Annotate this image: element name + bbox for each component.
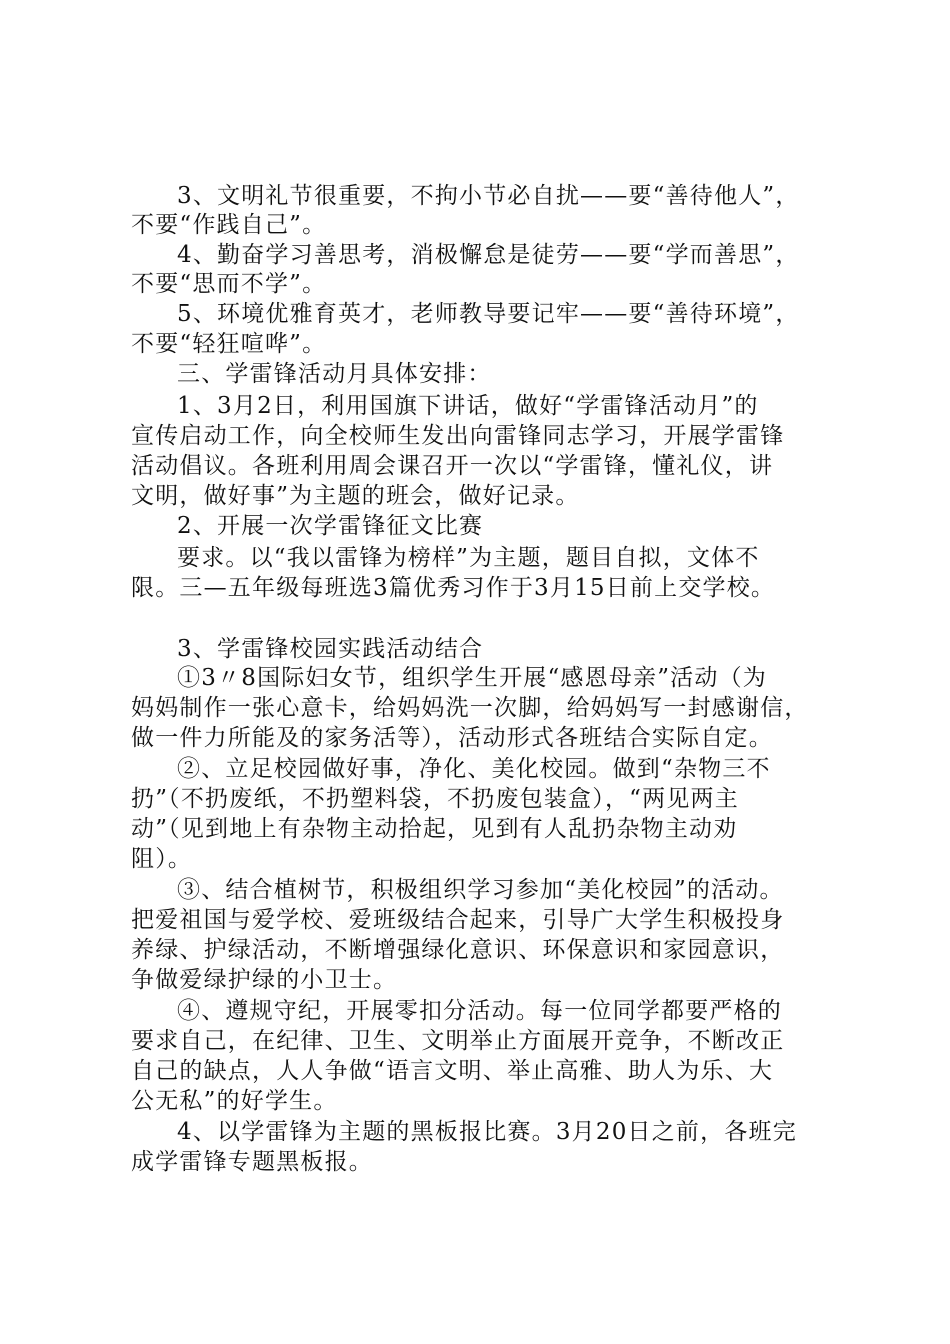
text-line: 公无私”的好学生。 xyxy=(131,1088,338,1114)
text-line: 自己的缺点，人人争做“语言文明、举止高雅、助人为乐、大 xyxy=(131,1058,774,1084)
text-line: 不要“轻狂喧哗”。 xyxy=(131,331,327,357)
text-line: 要求自己，在纪律、卫生、文明举止方面展开竞争，不断改正 xyxy=(131,1028,785,1054)
text-line: 养绿、护绿活动，不断增强绿化意识、环保意识和家园意识， xyxy=(131,937,785,963)
text-line: 不要“思而不学”。 xyxy=(131,271,327,297)
text-line: 宣传启动工作，向全校师生发出向雷锋同志学习，开展学雷锋 xyxy=(131,423,785,449)
text-line: ③、结合植树节，积极组织学习参加“美化校园”的活动。 xyxy=(177,877,784,903)
text-line: 1、3月2日，利用国旗下讲话，做好“学雷锋活动月”的 xyxy=(177,393,759,419)
text-line: 3、文明礼节很重要，不拘小节必自扰——要“善待他人”， xyxy=(177,183,800,209)
text-line: 2、开展一次学雷锋征文比赛 xyxy=(177,513,484,539)
text-line: ①3〃8国际妇女节，组织学生开展“感恩母亲”活动（为 xyxy=(177,665,767,691)
section-heading: 三、学雷锋活动月具体安排： xyxy=(177,361,492,387)
text-line: 4、勤奋学习善思考，消极懈怠是徒劳——要“学而善思”， xyxy=(177,242,800,268)
text-line: 不要“作践自己”。 xyxy=(131,212,327,238)
text-line: ②、立足校园做好事，净化、美化校园。做到“杂物三不 xyxy=(177,756,771,782)
text-line: 妈妈制作一张心意卡，给妈妈洗一次脚，给妈妈写一封感谢信， xyxy=(131,695,809,721)
text-line: 争做爱绿护绿的小卫士。 xyxy=(131,967,398,993)
text-line: 5、环境优雅育英才，老师教导要记牢——要“善待环境”， xyxy=(177,301,800,327)
text-line: 成学雷锋专题黑板报。 xyxy=(131,1149,373,1175)
text-line: 活动倡议。各班利用周会课召开一次以“学雷锋，懂礼仪，讲 xyxy=(131,453,774,479)
text-line: 把爱祖国与爱学校、爱班级结合起来，引导广大学生积极投身 xyxy=(131,907,785,933)
text-line: 要求。以“我以雷锋为榜样”为主题，题目自拟，文体不 xyxy=(177,545,760,571)
text-line: 4、以学雷锋为主题的黑板报比赛。3月20日之前，各班完 xyxy=(177,1119,797,1145)
text-line: 动”（见到地上有杂物主动拾起，见到有人乱扔杂物主动劝 xyxy=(131,816,738,842)
text-line: 3、学雷锋校园实践活动结合 xyxy=(177,636,484,662)
text-line: 做一件力所能及的家务活等），活动形式各班结合实际自定。 xyxy=(131,725,773,751)
text-line: ④、遵规守纪，开展零扣分活动。每一位同学都要严格的 xyxy=(177,998,782,1024)
text-line: 文明，做好事”为主题的班会，做好记录。 xyxy=(131,483,580,509)
text-line: 限。三—五年级每班选3篇优秀习作于3月15日前上交学校。 xyxy=(131,575,776,601)
text-line: 阻）。 xyxy=(131,846,193,872)
text-line: 扔”（不扔废纸，不扔塑料袋，不扔废包装盒），“两见两主 xyxy=(131,786,739,812)
